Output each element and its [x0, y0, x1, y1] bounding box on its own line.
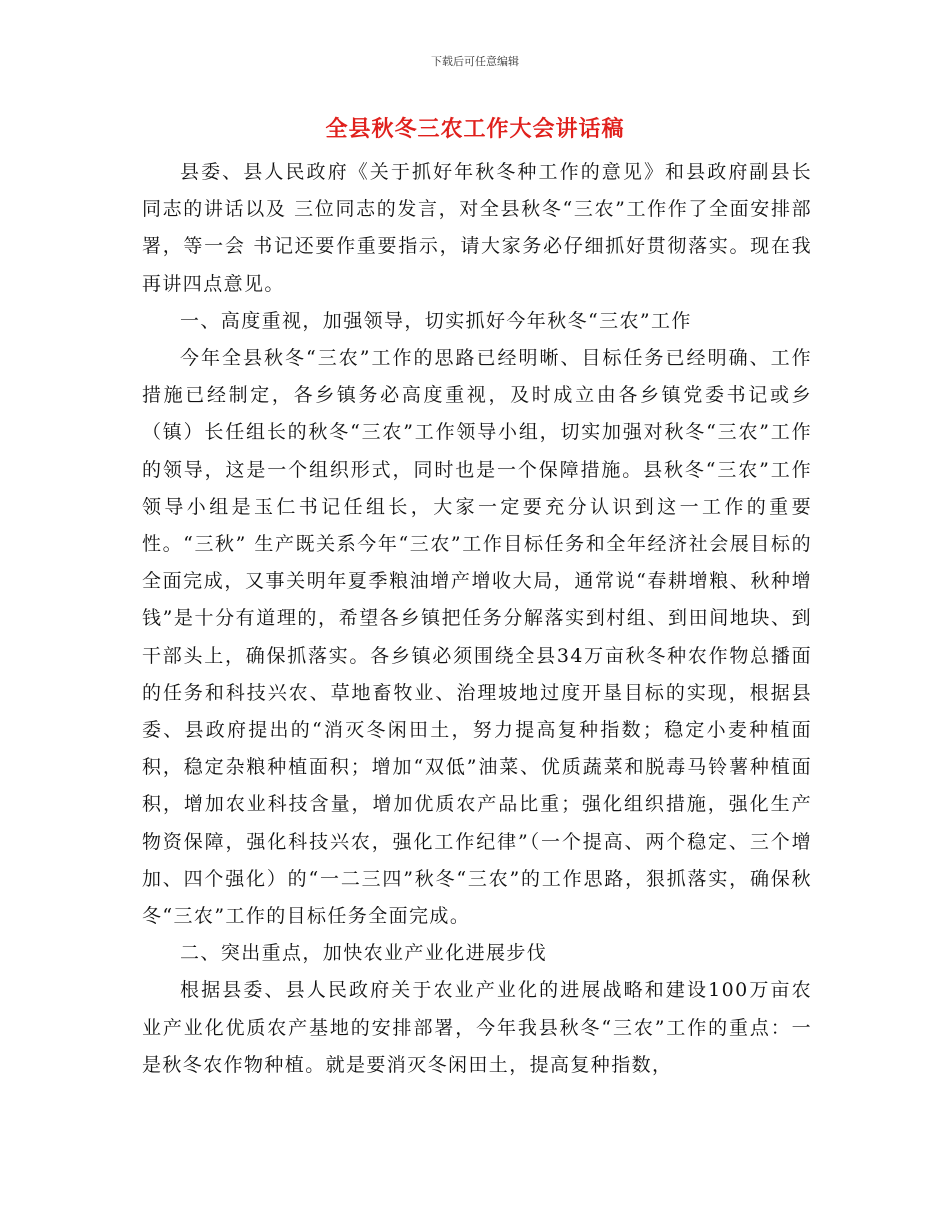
section-heading-2: 二、突出重点，加快农业产业化进展步伐: [180, 942, 548, 965]
document-title: 全县秋冬三农工作大会讲话稿: [325, 117, 625, 142]
paragraph-intro: 县委、县人民政府《关于抓好年秋冬种工作的意见》和县政府副县长 同志的讲话以及 三位同志的发言，对全县秋冬“三农”工作作了全面安排部署，等一会 书记还要作重要指示，请大家务必仔细抓好贯彻落实。现在我再讲四点意见。: [142, 161, 812, 295]
document-body: [142, 154, 812, 1084]
paragraph-section-2: 根据县委、县人民政府关于农业产业化的进展战略和建设100万亩农业产业化优质农产基地的安排部署，今年我县秋冬“三农”工作的重点：一是秋冬农作物种植。就是要消灭冬闲田土，提高复种指数，: [142, 979, 812, 1076]
paragraph-section-1: 今年全县秋冬“三农”工作的思路已经明晰、目标任务已经明确、工作措施已经制定，各乡镇务必高度重视，及时成立由各乡镇党委书记或乡（镇）长任组长的秋冬“三农”工作领导小组，切实加强对秋冬“三农”工作的领导，这是一个组织形式，同时也是一个保障措施。县秋冬“三农”工作领导小组是玉仁书记任组长，大家一定要充分认识到这一工作的重要性。“三秋” 生产既关系今年“三农”工作目标任务和全年经济社会展目标的全面完成，又事关明年夏季粮油增产增收大局，通常说“春耕增粮、秋种增钱”是十分有道理的，希望各乡镇把任务分解落实到村组、到田间地块、到干部头上，确保抓落实。各乡镇必须围绕全县34万亩秋冬种农作物总播面的任务和科技兴农、草地畜牧业、治理坡地过度开垦目标的实现，根据县委、县政府提出的“消灭冬闲田土，努力提高复种指数；稳定小麦种植面积，稳定杂粮种植面积；增加“双低”油菜、优质蔬菜和脱毒马铃薯种植面积，增加农业科技含量，增加优质农产品比重；强化组织措施，强化生产物资保障，强化科技兴农，强化工作纪律”（一个提高、两个稳定、三个增加、四个强化）的“一二三四”秋冬“三农”的工作思路，狠抓落实，确保秋冬“三农”工作的目标任务全面完成。: [142, 347, 812, 928]
section-heading-1: 一、高度重视，加强领导，切实抓好今年秋冬“三农”工作: [180, 309, 692, 332]
header-note: 下载后可任意编辑: [431, 55, 519, 68]
